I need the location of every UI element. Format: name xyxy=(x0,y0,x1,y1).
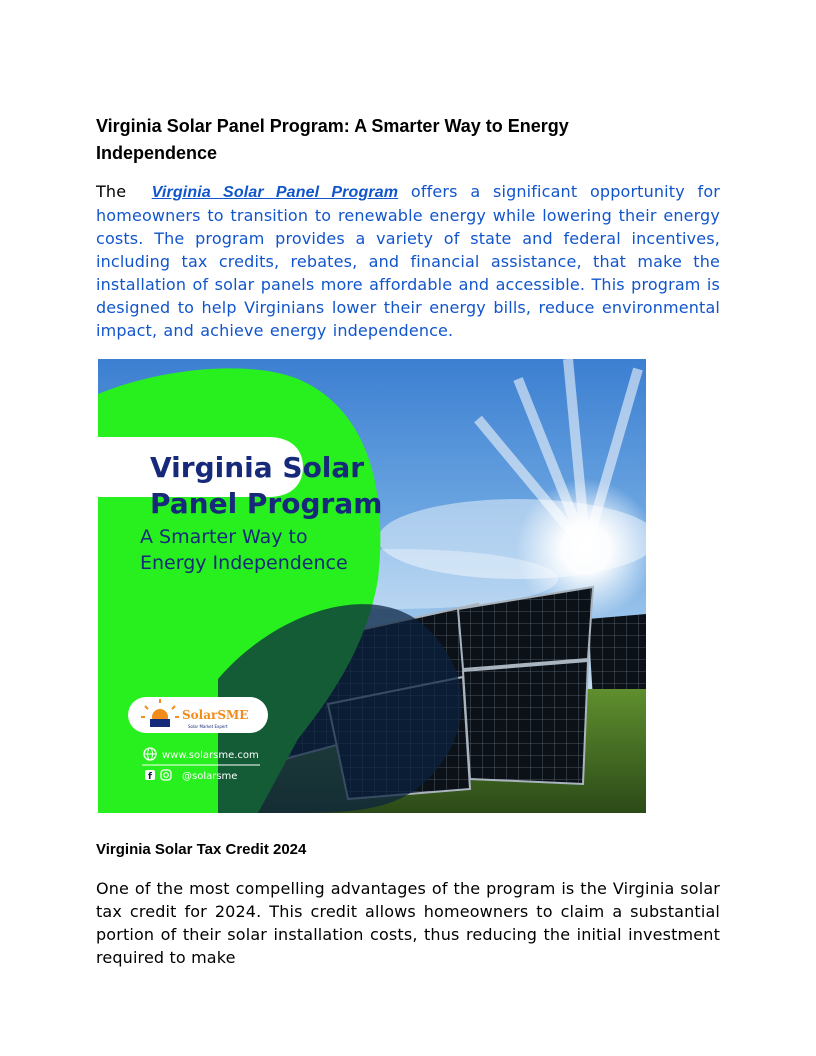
website-text: www.solarsme.com xyxy=(162,750,259,761)
social-handle: @solarsme xyxy=(182,771,238,782)
svg-text:f: f xyxy=(148,772,152,782)
hero-headline-line2: Panel Program xyxy=(150,487,383,520)
hero-subline-1: A Smarter Way to xyxy=(140,526,308,548)
brand-name: SolarSME xyxy=(182,708,249,722)
intro-text: offers a significant opportunity for homeowners to transition to renewable energy while lowering their energy costs. The program provides a variety of state and federal incentives, including tax credits, rebates, and financial assistance, that make the installation of solar panels more affordable and accessible. This program is designed to help Virginians lower their energy bills, reduce environmental impact, and achieve energy independence. xyxy=(96,182,720,340)
program-link[interactable]: Virginia Solar Panel Program xyxy=(151,184,399,201)
intro-prefix: The xyxy=(96,182,127,201)
hero-banner-image xyxy=(98,359,646,813)
brand-logo xyxy=(128,697,268,733)
page-title: Virginia Solar Panel Program: A Smarter Way to Energy Independence xyxy=(96,116,569,163)
intro-paragraph xyxy=(96,180,720,342)
section-paragraph: One of the most compelling advantages of the program is the Virginia solar tax credit for 2024. This credit allows homeowners to claim a substantial portion of their solar installation costs, thus reducing the initial investment required to make xyxy=(96,879,720,967)
section-heading: Virginia Solar Tax Credit 2024 xyxy=(96,841,307,858)
hero-headline-line1: Virginia Solar xyxy=(150,451,365,484)
brand-tagline: Solar Market Expert xyxy=(188,724,228,729)
hero-subline-2: Energy Independence xyxy=(140,552,348,574)
